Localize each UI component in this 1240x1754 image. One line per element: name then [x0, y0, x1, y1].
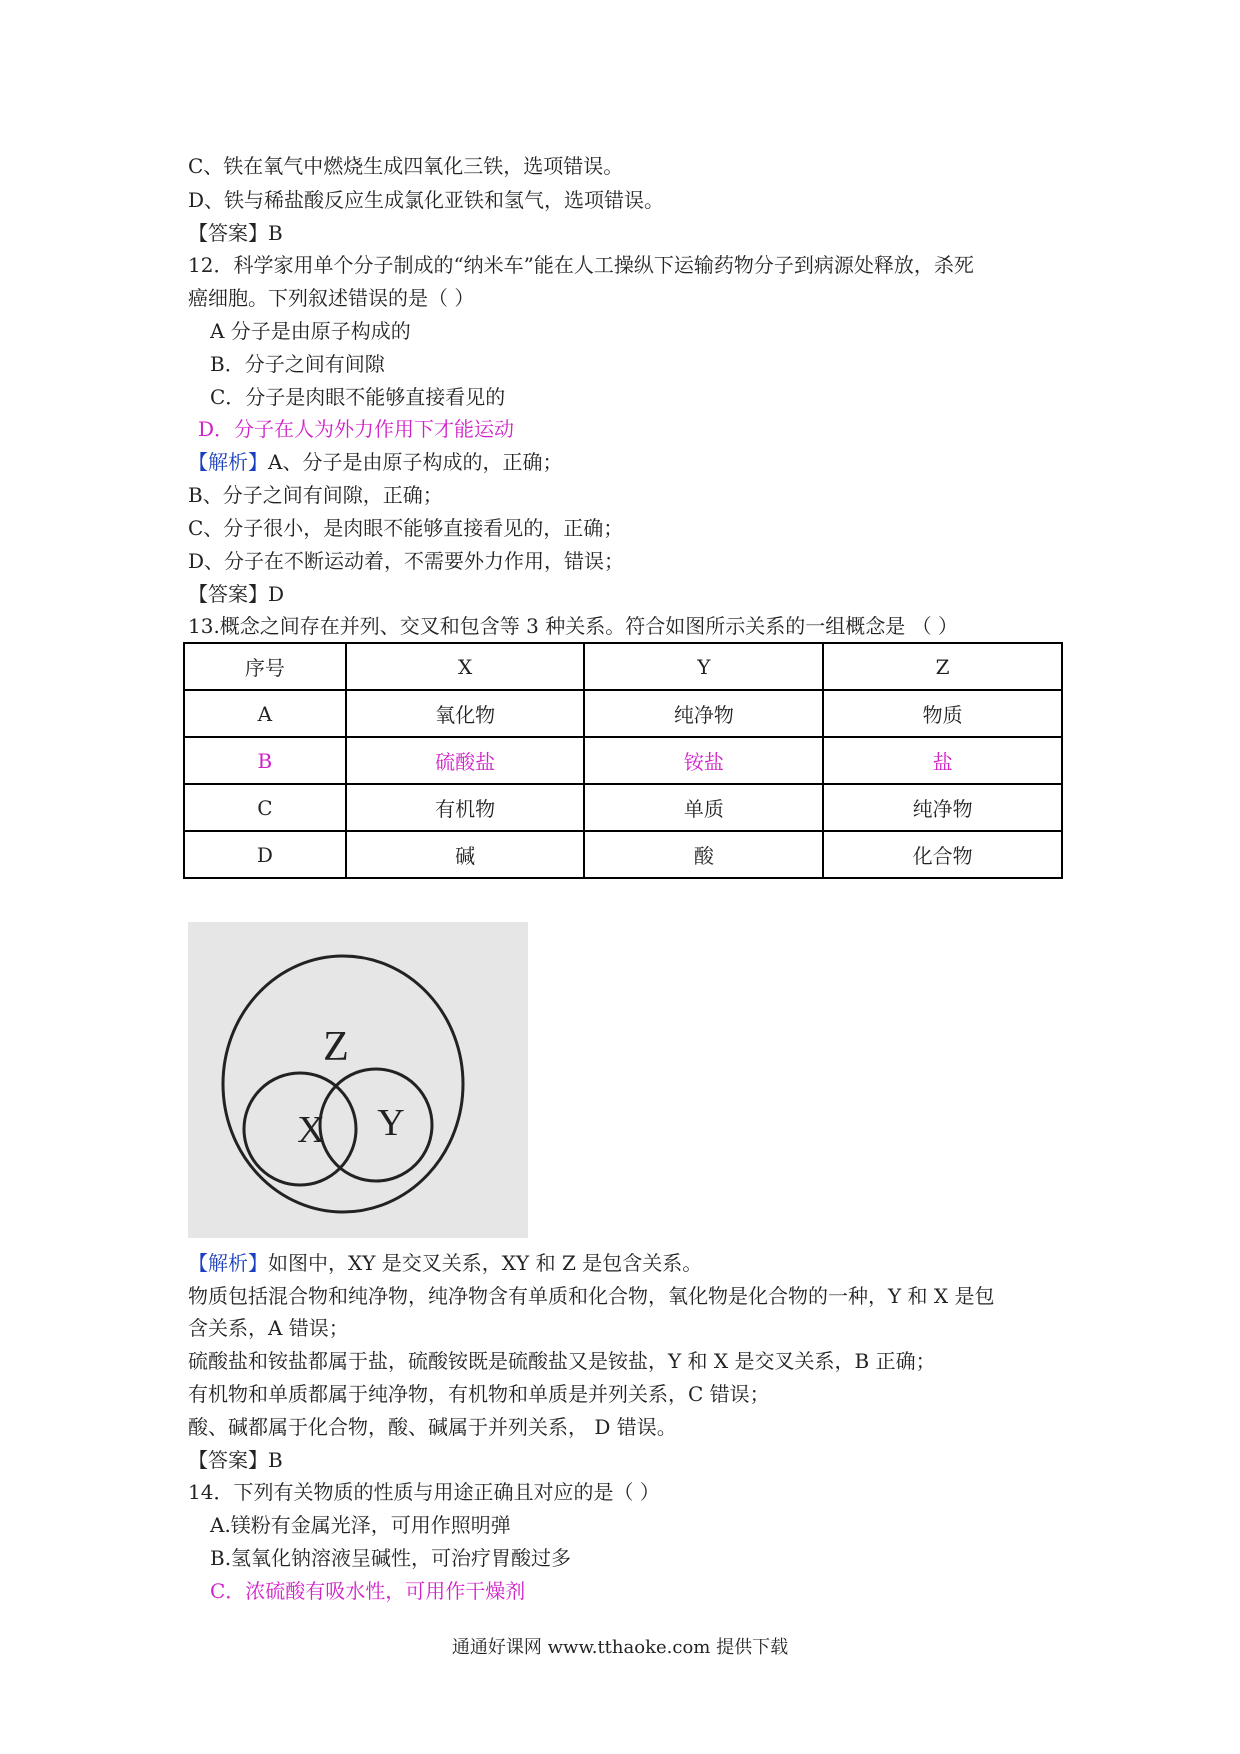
concept-table — [183, 642, 1063, 879]
label-y: Y — [377, 1102, 405, 1144]
venn-diagram — [188, 922, 528, 1238]
explanation-line: C、分子很小，是肉眼不能够直接看见的，正确； — [188, 516, 624, 540]
table-cell: 纯净物 — [823, 784, 1062, 831]
table-header-cell: X — [346, 643, 585, 690]
diagram-background — [188, 922, 528, 1238]
table-cell: 铵盐 — [584, 737, 823, 784]
option-b: B．分子之间有间隙 — [210, 352, 385, 376]
table-row-correct — [184, 737, 1062, 784]
answer-tag: 【答案】 — [188, 582, 268, 606]
explanation-text: A、分子是由原子构成的，正确； — [268, 450, 563, 474]
explanation-line: 物质包括混合物和纯净物，纯净物含有单质和化合物，氧化物是化合物的一种，Y 和 X 是包 — [188, 1284, 995, 1308]
text-line: C、铁在氧气中燃烧生成四氧化三铁，选项错误。 — [188, 154, 624, 178]
answer-line — [188, 219, 283, 247]
answer-value: D — [268, 582, 285, 606]
text-line: D、铁与稀盐酸反应生成氯化亚铁和氢气，选项错误。 — [188, 188, 665, 212]
explanation-text: 如图中，XY 是交叉关系，XY 和 Z 是包含关系。 — [268, 1251, 703, 1275]
table-header-cell: Y — [584, 643, 823, 690]
table-cell: C — [184, 784, 346, 831]
question-12-cont: 癌细胞。下列叙述错误的是（ ） — [188, 286, 475, 310]
table-header-cell: 序号 — [184, 643, 346, 690]
question-13: 13.概念之间存在并列、交叉和包含等 3 种关系。符合如图所示关系的一组概念是 （ ） — [188, 614, 958, 638]
table-cell: 氧化物 — [346, 690, 585, 737]
table-cell: 硫酸盐 — [346, 737, 585, 784]
page-footer: 通通好课网 www.tthaoke.com 提供下载 — [451, 1637, 789, 1658]
table-cell: 物质 — [823, 690, 1062, 737]
table-header-cell: Z — [823, 643, 1062, 690]
explanation-line: 有机物和单质都属于纯净物，有机物和单质是并列关系，C 错误； — [188, 1382, 770, 1406]
table-cell: D — [184, 831, 346, 878]
answer-value: B — [268, 1448, 283, 1472]
explanation-line: D、分子在不断运动着，不需要外力作用，错误； — [188, 549, 625, 573]
explanation-line: 酸、碱都属于化合物，酸、碱属于并列关系， D 错误。 — [188, 1415, 677, 1439]
explanation-line: B、分子之间有间隙，正确； — [188, 483, 443, 507]
label-x: X — [297, 1109, 325, 1151]
question-12: 12．科学家用单个分子制成的“纳米车”能在人工操纵下运输药物分子到病源处释放，杀死 — [188, 253, 974, 277]
option-a: A.镁粉有金属光泽，可用作照明弹 — [210, 1513, 511, 1537]
explanation-line — [188, 448, 562, 476]
table-cell: 盐 — [823, 737, 1062, 784]
table-cell: 单质 — [584, 784, 823, 831]
table-cell: B — [184, 737, 346, 784]
table-cell: 纯净物 — [584, 690, 823, 737]
table-cell: A — [184, 690, 346, 737]
table-cell: 化合物 — [823, 831, 1062, 878]
table-cell: 酸 — [584, 831, 823, 878]
option-c-correct: C．浓硫酸有吸水性，可用作干燥剂 — [210, 1579, 526, 1603]
explanation-line: 硫酸盐和铵盐都属于盐，硫酸铵既是硫酸盐又是铵盐，Y 和 X 是交叉关系，B 正确； — [188, 1349, 936, 1373]
option-d-correct: D．分子在人为外力作用下才能运动 — [198, 417, 515, 441]
option-c: C．分子是肉眼不能够直接看见的 — [210, 385, 506, 409]
explanation-tag: 【解析】 — [188, 1251, 268, 1275]
table-cell: 有机物 — [346, 784, 585, 831]
label-z: Z — [323, 1024, 349, 1070]
answer-tag: 【答案】 — [188, 1448, 268, 1472]
answer-line — [188, 580, 284, 608]
question-14: 14．下列有关物质的性质与用途正确且对应的是（ ） — [188, 1480, 660, 1504]
table-row — [184, 831, 1062, 878]
answer-value: B — [268, 221, 283, 245]
table-row — [184, 690, 1062, 737]
option-a: A 分子是由原子构成的 — [210, 319, 411, 343]
explanation-line — [188, 1249, 702, 1277]
explanation-tag: 【解析】 — [188, 450, 268, 474]
option-b: B.氢氧化钠溶液呈碱性，可治疗胃酸过多 — [210, 1546, 572, 1570]
answer-tag: 【答案】 — [188, 221, 268, 245]
explanation-line: 含关系，A 错误； — [188, 1316, 349, 1340]
table-cell: 碱 — [346, 831, 585, 878]
answer-line — [188, 1446, 283, 1474]
table-header-row — [184, 643, 1062, 690]
table-row — [184, 784, 1062, 831]
